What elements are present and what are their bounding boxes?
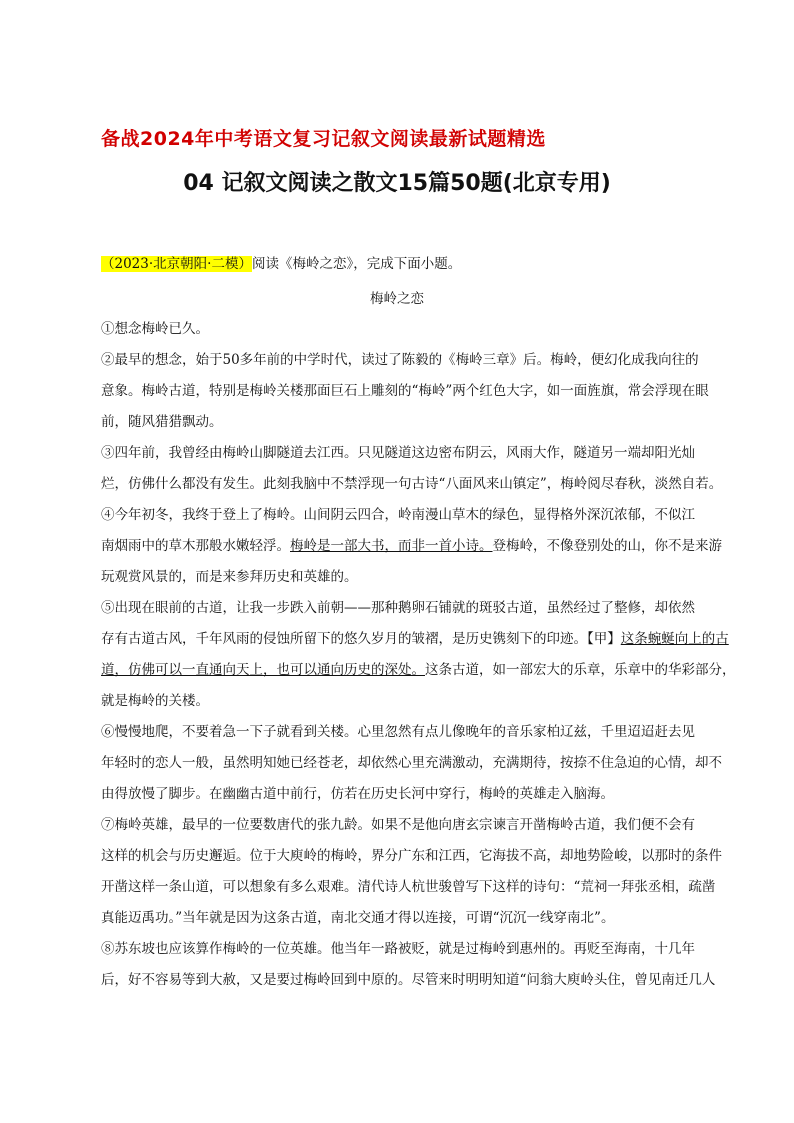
paragraph-5: ⑤出现在眼前的古道，让我一步跌入前朝——那种鹅卵石铺就的斑驳古道，虽然经过了整修，却依然 存有古道古风，千年风雨的侵蚀所留下的悠久岁月的皱褶，是历史镌刻下的印迹。【甲】这条蜿蜒向上的古 道，仿佛可以一直通向天上，也可以通向历史的深处。这条古道，如一部宏大的乐章，乐章中的华彩部分， 就是梅岭的关楼。 (101, 600, 736, 709)
essay-body (101, 314, 736, 996)
underlined-sentence-jia: 这条蜿蜒向上的古 (620, 631, 729, 647)
essay-title: 梅岭之恋 (370, 291, 424, 307)
underlined-sentence-jia-cont: 道，仿佛可以一直通向天上，也可以通向历史的深处。 (101, 662, 425, 678)
question-intro (101, 252, 461, 272)
paragraph-6: ⑥慢慢地爬，不要着急一下子就看到关楼。心里忽然有点儿像晚年的音乐家柏辽兹，千里迢迢赶去见 年轻时的恋人一般，虽然明知她已经苍老，却依然心里充满激动，充满期待，按捺不住急迫的心情，却不 由得放慢了脚步。在幽幽古道中前行，仿若在历史长河中穿行，梅岭的英雄走入脑海。 (101, 724, 722, 802)
paragraph-8: ⑧苏东坡也应该算作梅岭的一位英雄。他当年一路被贬，就是过梅岭到惠州的。再贬至海南，十几年 后，好不容易等到大赦，又是要过梅岭回到中原的。尽管来时明明知道“问翁大庾岭头住，曾见南迁几人 (101, 941, 716, 988)
underlined-sentence: 梅岭是一部大书，而非一首小诗。 (290, 538, 493, 554)
source-tag: （2023·北京朝阳·二模） (101, 256, 252, 272)
paragraph-2: ②最早的想念，始于50多年前的中学时代，读过了陈毅的《梅岭三章》后。梅岭，便幻化成我向往的 意象。梅岭古道，特别是梅岭关楼那面巨石上雕刻的“梅岭”两个红色大字，如一面旌旗，常会浮现在眼 前，随风猎猎飘动。 (101, 352, 709, 430)
question-instruction: 阅读《梅岭之恋》，完成下面小题。 (251, 256, 462, 272)
paragraph-3: ③四年前，我曾经由梅岭山脚隧道去江西。只见隧道这边密布阴云，风雨大作，隧道另一端却阳光灿 烂，仿佛什么都没有发生。此刻我脑中不禁浮现一句古诗“八面风来山镇定”，梅岭阅尽春秋，淡然自若。 (101, 445, 723, 492)
paragraph-1: ①想念梅岭已久。 (101, 321, 209, 337)
series-supertitle: 备战2024年中考语文复习记叙文阅读最新试题精选 (101, 128, 546, 150)
paragraph-7: ⑦梅岭英雄，最早的一位要数唐代的张九龄。如果不是他向唐玄宗谏言开凿梅岭古道，我们便不会有 这样的机会与历史邂逅。位于大庾岭的梅岭，界分广东和江西，它海拔不高，却地势险峻，以那时的条件 开凿这样一条山道，可以想象有多么艰难。清代诗人杭世骏曾写下这样的诗句：“荒祠一拜张丞相，疏凿 真能迈禹功。”当年就是因为这条古道，南北交通才得以连接，可谓“沉沉一线穿南北”。 (101, 817, 722, 926)
page-title: 04 记叙文阅读之散文15篇50题(北京专用) (183, 171, 611, 196)
paragraph-4: ④今年初冬，我终于登上了梅岭。山间阴云四合，岭南漫山草木的绿色，显得格外深沉浓郁，不似江 南烟雨中的草木那般水嫩轻浮。梅岭是一部大书，而非一首小诗。登梅岭，不像登别处的山，你不是来游 玩观赏风景的，而是来参拜历史和英雄的。 (101, 507, 722, 585)
